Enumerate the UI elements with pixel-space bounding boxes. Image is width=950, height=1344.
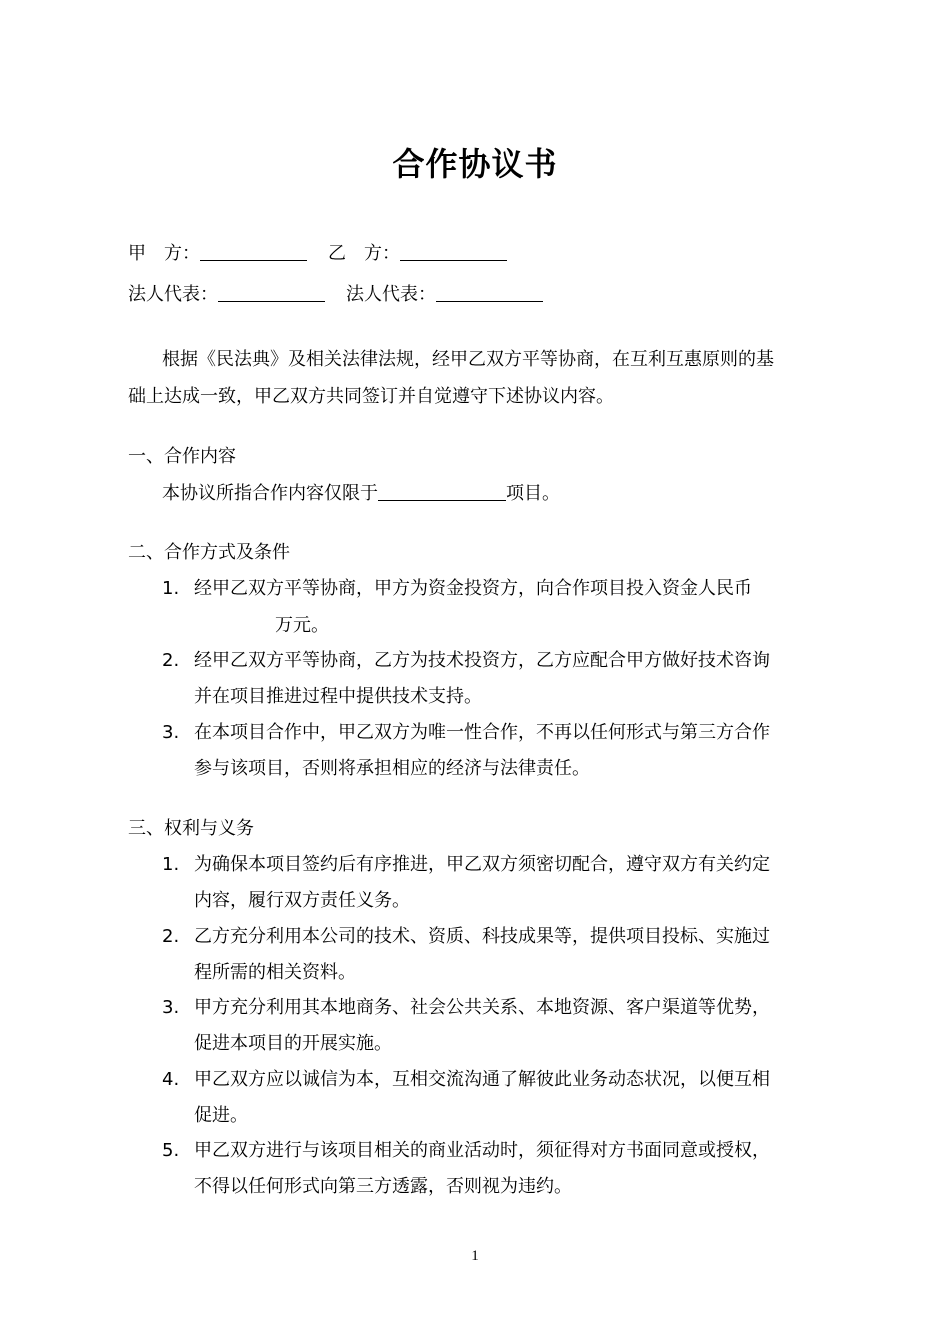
intro-line-1: 根据《民法典》及相关法律法规，经甲乙双方平等协商，在互利互惠原则的基 (162, 349, 774, 370)
s3-item-1-line-2: 内容，履行双方责任义务。 (194, 890, 410, 911)
section-3-heading: 三、权利与义务 (128, 818, 254, 839)
s2-item-2-line-2: 并在项目推进过程中提供技术支持。 (194, 686, 482, 707)
legal-rep-b-blank (436, 281, 543, 302)
s3-item-5-number: 5. (162, 1140, 180, 1161)
s3-item-5-line-1: 甲乙双方进行与该项目相关的商业活动时，须征得对方书面同意或授权， (194, 1140, 770, 1161)
party-b-row (328, 240, 507, 268)
section-1-text (162, 480, 560, 508)
document-title: 合作协议书 (392, 145, 558, 183)
intro-line-2: 础上达成一致，甲乙双方共同签订并自觉遵守下述协议内容。 (128, 386, 614, 407)
page-number: 1 (471, 1248, 479, 1264)
section-1-blank (378, 480, 506, 501)
s3-item-1-number: 1. (162, 854, 180, 875)
s3-item-3-line-2: 促进本项目的开展实施。 (194, 1033, 392, 1054)
s2-item-3-line-1: 在本项目合作中，甲乙双方为唯一性合作，不再以任何形式与第三方合作 (194, 722, 770, 743)
s2-item-2-line-1: 经甲乙双方平等协商，乙方为技术投资方，乙方应配合甲方做好技术咨询 (194, 650, 770, 671)
section-1-text-before: 本协议所指合作内容仅限于 (162, 483, 378, 504)
s3-item-4-line-2: 促进。 (194, 1105, 248, 1126)
s3-item-3-number: 3. (162, 997, 180, 1018)
s3-item-2-number: 2. (162, 926, 180, 947)
s3-item-4-line-1: 甲乙双方应以诚信为本，互相交流沟通了解彼此业务动态状况，以便互相 (194, 1069, 770, 1090)
party-b-blank (400, 240, 507, 261)
s3-item-3-line-1: 甲方充分利用其本地商务、社会公共关系、本地资源、客户渠道等优势， (194, 997, 770, 1018)
s3-item-2-line-1: 乙方充分利用本公司的技术、资质、科技成果等，提供项目投标、实施过 (194, 926, 770, 947)
legal-rep-a-label: 法人代表： (128, 284, 218, 305)
legal-rep-b-row (346, 281, 543, 309)
legal-rep-a-row (128, 281, 325, 309)
party-b-label: 乙 方： (328, 243, 400, 264)
section-1-text-after: 项目。 (506, 483, 560, 504)
s2-item-1-number: 1. (162, 578, 180, 599)
section-1-heading: 一、合作内容 (128, 446, 236, 467)
section-2-heading: 二、合作方式及条件 (128, 542, 290, 563)
s2-item-1-line-2: 万元。 (275, 615, 329, 636)
s2-item-3-line-2: 参与该项目，否则将承担相应的经济与法律责任。 (194, 758, 590, 779)
party-a-label: 甲 方： (128, 243, 200, 264)
s3-item-5-line-2: 不得以任何形式向第三方透露，否则视为违约。 (194, 1176, 572, 1197)
party-a-blank (200, 240, 307, 261)
s3-item-1-line-1: 为确保本项目签约后有序推进，甲乙双方须密切配合，遵守双方有关约定 (194, 854, 770, 875)
legal-rep-a-blank (218, 281, 325, 302)
s2-item-3-number: 3. (162, 722, 180, 743)
s2-item-1-line-1: 经甲乙双方平等协商，甲方为资金投资方，向合作项目投入资金人民币 (194, 578, 752, 599)
s3-item-4-number: 4. (162, 1069, 180, 1090)
legal-rep-b-label: 法人代表： (346, 284, 436, 305)
party-a-row (128, 240, 307, 268)
s3-item-2-line-2: 程所需的相关资料。 (194, 962, 356, 983)
s2-item-2-number: 2. (162, 650, 180, 671)
